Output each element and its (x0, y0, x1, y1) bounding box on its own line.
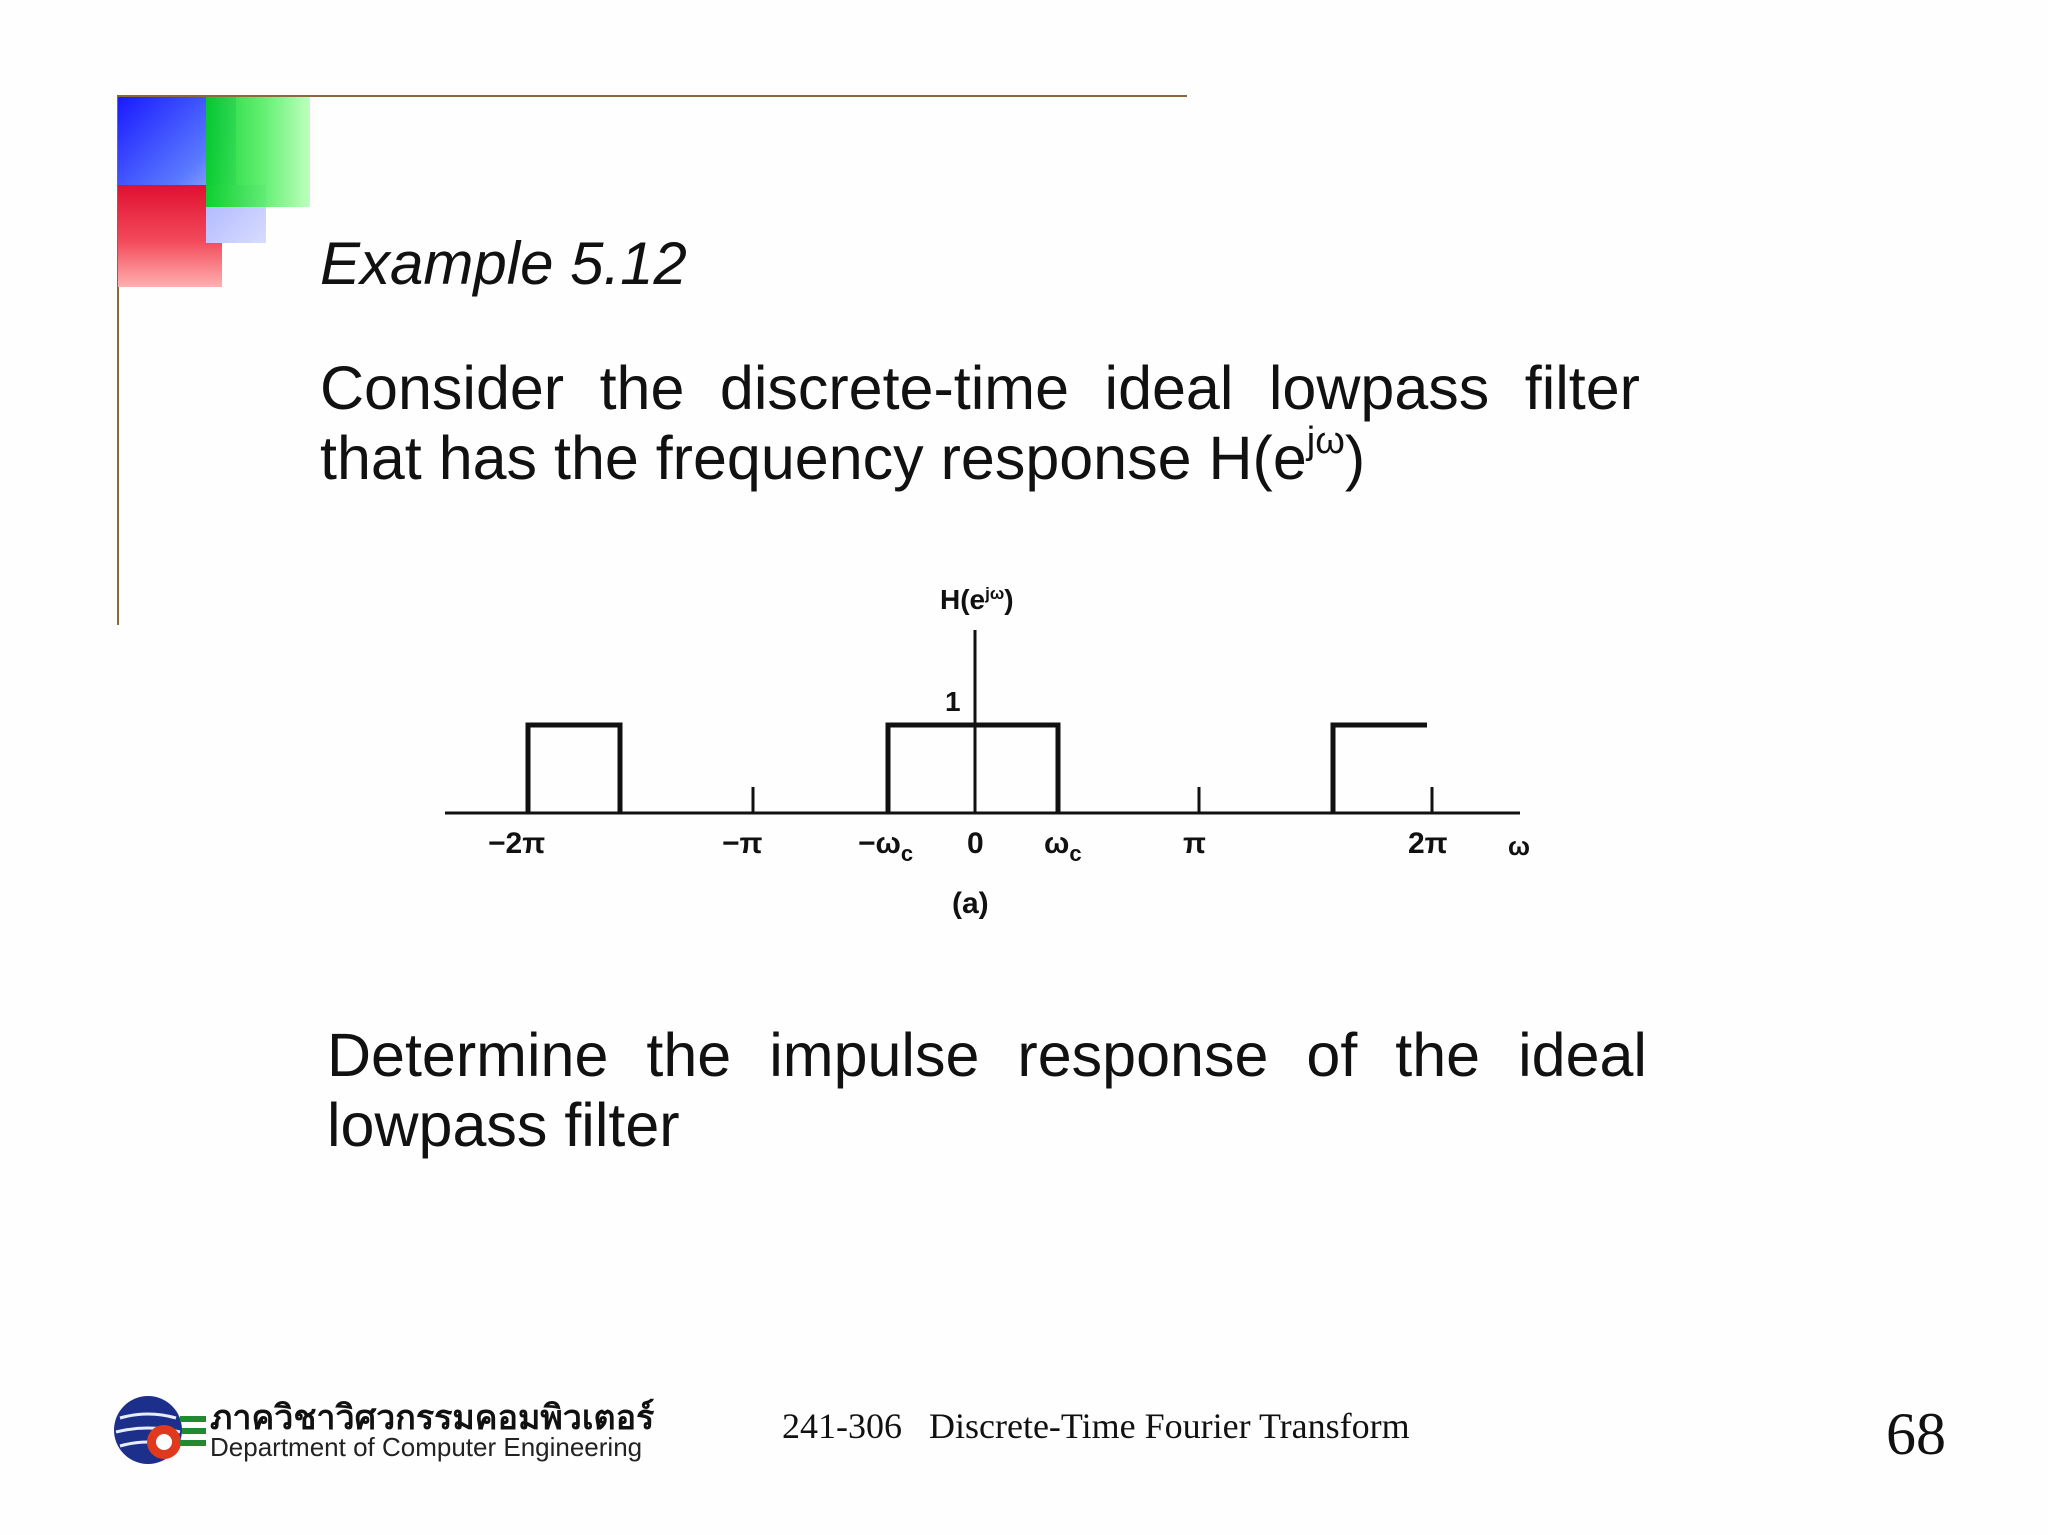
slide-title: Example 5.12 (320, 230, 687, 297)
problem-statement-close: ) (1344, 424, 1366, 492)
passband-center (888, 725, 1058, 813)
tick-label-minus-two-pi: −2π (488, 827, 546, 860)
frequency-response-figure (440, 575, 1550, 935)
passband-right (1333, 725, 1427, 813)
figure-caption: (a) (952, 887, 989, 920)
problem-statement-text: Consider the discrete-time ideal lowpass filter that has the frequency response H(e (320, 354, 1640, 492)
frequency-response-plot (440, 575, 1550, 935)
passband-left (528, 725, 620, 813)
tick-label-minus-omega-c: $-\omega_c$ (858, 827, 914, 866)
y-axis-label: $H(e^{j\omega})$ (940, 584, 1014, 615)
level-label: 1 (945, 686, 961, 717)
department-logo (110, 1390, 655, 1470)
question-statement: Determine the impulse response of the ideal lowpass filter (327, 1021, 1647, 1159)
page-number: 68 (1886, 1401, 1946, 1467)
tick-label-pi: π (1183, 827, 1206, 860)
course-footer: 241-306 Discrete-Time Fourier Transform (782, 1406, 1410, 1446)
green-square (206, 97, 310, 207)
tick-label-two-pi: 2π (1408, 827, 1448, 860)
problem-statement-superscript: jω (1306, 420, 1345, 462)
problem-statement (320, 353, 1640, 493)
tick-label-omega-c: $\omega_c$ (1044, 827, 1082, 866)
department-name-english: Department of Computer Engineering (210, 1432, 643, 1462)
department-name-thai: ภาควิชาวิศวกรรมคอมพิวเตอร์ (210, 1400, 655, 1437)
globe-icon (110, 1392, 210, 1468)
x-axis-label: ω (1508, 831, 1530, 861)
tick-label-zero: 0 (967, 827, 984, 860)
tick-label-minus-pi: −π (722, 827, 763, 860)
